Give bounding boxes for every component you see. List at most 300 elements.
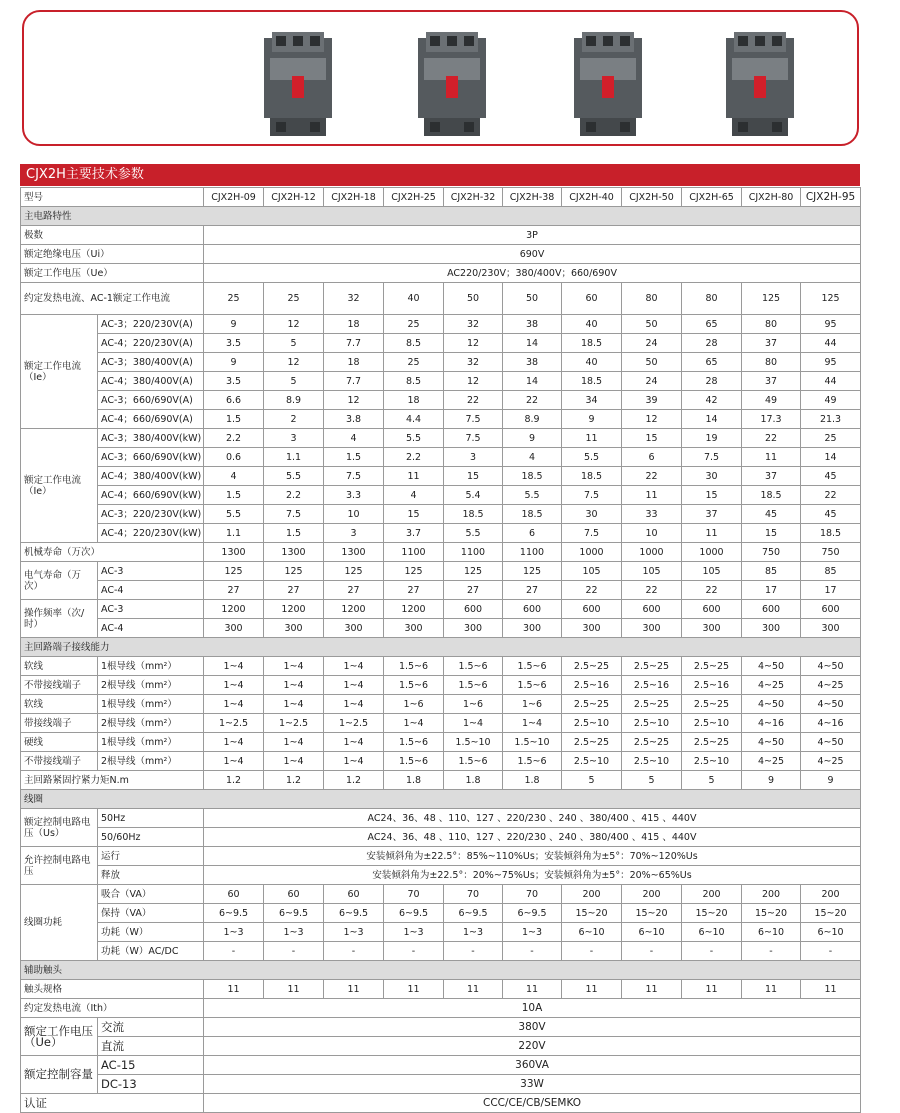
value-cell: 1200 [324, 600, 384, 619]
torque-label: 主回路紧固拧紧力矩N.m [21, 771, 204, 790]
value-cell: 15~20 [742, 904, 801, 923]
value-cell: 1~3 [264, 923, 324, 942]
ie-a-row [21, 410, 861, 429]
value-cell: 1.5~6 [384, 752, 444, 771]
terminal-row [21, 752, 861, 771]
value-cell: 21.3 [801, 410, 861, 429]
value-cell: 32 [444, 353, 503, 372]
value-cell: 40 [562, 353, 622, 372]
value-cell: 1.5~6 [503, 676, 562, 695]
value-cell: 25 [384, 315, 444, 334]
value-cell: 32 [444, 315, 503, 334]
value-cell: 18 [384, 391, 444, 410]
value-cell: 300 [444, 619, 503, 638]
value-cell: 4 [503, 448, 562, 467]
value-cell: 11 [562, 980, 622, 999]
model-header: CJX2H-18 [324, 188, 384, 207]
value-cell: 1.8 [384, 771, 444, 790]
value-cell: 11 [384, 467, 444, 486]
ctrl-voltage-row [21, 828, 861, 847]
value-cell: 1.2 [324, 771, 384, 790]
section-title: 线圈 [21, 790, 861, 809]
value-cell: 60 [264, 885, 324, 904]
value-cell: 9 [562, 410, 622, 429]
row-sub-label: DC-13 [98, 1075, 204, 1094]
row-sub-label: AC-3；220/230V(kW) [98, 505, 204, 524]
value-cell: 7.5 [562, 486, 622, 505]
contactor-image-2 [416, 32, 488, 140]
value-cell: 1300 [324, 543, 384, 562]
aux-spec-row [21, 980, 861, 999]
value-cell: 22 [742, 429, 801, 448]
value-cell: 9 [801, 771, 861, 790]
value-cell: 6~10 [682, 923, 742, 942]
value-cell: 22 [622, 467, 682, 486]
aux-ue-row [21, 1037, 861, 1056]
value-cell: 125 [264, 562, 324, 581]
value-cell: 1300 [264, 543, 324, 562]
ie-kw-row [21, 467, 861, 486]
aux-ith-value: 10A [204, 999, 861, 1018]
value-cell: 1~2.5 [264, 714, 324, 733]
value-cell: 10 [622, 524, 682, 543]
value-cell: 50 [622, 353, 682, 372]
row-sub-label: 功耗（W）AC/DC [98, 942, 204, 961]
value-cell: 2.5~10 [622, 752, 682, 771]
value-cell: 1~4 [204, 676, 264, 695]
value-cell: 38 [503, 353, 562, 372]
value-cell: 8.9 [264, 391, 324, 410]
ie-a-row [21, 391, 861, 410]
contactor-image-3 [572, 32, 644, 140]
terminal-sub-label: 2根导线（mm²） [98, 752, 204, 771]
row-sub-label: AC-4；220/230V(kW) [98, 524, 204, 543]
aux-ue-row [21, 1018, 861, 1037]
model-header: CJX2H-40 [562, 188, 622, 207]
value-cell: 4~16 [801, 714, 861, 733]
value-cell: 1.8 [503, 771, 562, 790]
aux-cap-label: 额定控制容量 [21, 1056, 98, 1094]
value-cell: 600 [444, 600, 503, 619]
value-cell: 12 [324, 391, 384, 410]
value-cell: 18.5 [444, 505, 503, 524]
value-cell: 4 [324, 429, 384, 448]
value-cell: 9 [204, 315, 264, 334]
value-cell: 300 [682, 619, 742, 638]
value-cell: 1.1 [204, 524, 264, 543]
product-photo-panel [22, 10, 859, 146]
terminal-label: 带接线端子 [21, 714, 98, 733]
section-aux [21, 961, 861, 980]
ui-label: 额定绝缘电压（Ui） [21, 245, 204, 264]
value-cell: 2.5~16 [682, 676, 742, 695]
value-cell: 1.5~6 [384, 676, 444, 695]
value-cell: 105 [562, 562, 622, 581]
mech-life-row [21, 543, 861, 562]
value-cell: 12 [264, 315, 324, 334]
value-cell: 5.5 [444, 524, 503, 543]
value-cell: 1~4 [204, 752, 264, 771]
value-cell: 27 [204, 581, 264, 600]
section-coil [21, 790, 861, 809]
model-header: CJX2H-65 [682, 188, 742, 207]
row-sub-label: AC-15 [98, 1056, 204, 1075]
value-cell: 7.5 [444, 429, 503, 448]
value-cell: 80 [682, 283, 742, 315]
value-cell: 37 [742, 372, 801, 391]
row-sub-label: 保持（VA） [98, 904, 204, 923]
ie-kw-row [21, 505, 861, 524]
spec-table [20, 187, 861, 1113]
value-cell: 2.5~10 [682, 714, 742, 733]
value-cell: - [682, 942, 742, 961]
header-label: 型号 [21, 188, 204, 207]
value-cell: 7.7 [324, 334, 384, 353]
value-cell: 50 [622, 315, 682, 334]
aux-cap-value: 33W [204, 1075, 861, 1094]
value-cell: 300 [503, 619, 562, 638]
value-cell: 18.5 [562, 334, 622, 353]
value-cell: 28 [682, 334, 742, 353]
value-cell: 3.8 [324, 410, 384, 429]
value-cell: 27 [503, 581, 562, 600]
value-cell: - [444, 942, 503, 961]
ctrl-voltage-value: AC24、36、48 、110、127 、220/230 、240 、380/400 、415 、440V [204, 828, 861, 847]
value-cell: 300 [562, 619, 622, 638]
terminal-row [21, 657, 861, 676]
value-cell: 300 [324, 619, 384, 638]
value-cell: 4 [204, 467, 264, 486]
value-cell: 95 [801, 315, 861, 334]
value-cell: 70 [444, 885, 503, 904]
value-cell: 125 [324, 562, 384, 581]
value-cell: 1~6 [444, 695, 503, 714]
row-sub-label: AC-3；220/230V(A) [98, 315, 204, 334]
value-cell: 12 [444, 334, 503, 353]
value-cell: 300 [742, 619, 801, 638]
value-cell: 3.3 [324, 486, 384, 505]
value-cell: 22 [682, 581, 742, 600]
value-cell: 24 [622, 372, 682, 391]
value-cell: 45 [801, 467, 861, 486]
value-cell: 11 [264, 980, 324, 999]
elec-life-row [21, 581, 861, 600]
value-cell: 37 [742, 334, 801, 353]
value-cell: 105 [622, 562, 682, 581]
value-cell: 600 [503, 600, 562, 619]
value-cell: 1~4 [264, 752, 324, 771]
value-cell: 7.5 [682, 448, 742, 467]
value-cell: 3.5 [204, 334, 264, 353]
value-cell: 5.5 [503, 486, 562, 505]
value-cell: 2.2 [264, 486, 324, 505]
value-cell: 300 [622, 619, 682, 638]
value-cell: 1~4 [204, 695, 264, 714]
value-cell: 40 [384, 283, 444, 315]
poles-value: 3P [204, 226, 861, 245]
aux-ith-label: 约定发热电流（Ith） [21, 999, 204, 1018]
value-cell: 1.5~10 [444, 733, 503, 752]
value-cell: 28 [682, 372, 742, 391]
value-cell: 11 [682, 980, 742, 999]
value-cell: 15 [384, 505, 444, 524]
value-cell: 2.5~25 [562, 695, 622, 714]
value-cell: 1~4 [204, 733, 264, 752]
value-cell: 37 [682, 505, 742, 524]
row-sub-label: 功耗（W） [98, 923, 204, 942]
value-cell: 65 [682, 315, 742, 334]
model-header: CJX2H-32 [444, 188, 503, 207]
allow-voltage-row [21, 866, 861, 885]
value-cell: 1000 [682, 543, 742, 562]
value-cell: 6 [503, 524, 562, 543]
value-cell: 300 [384, 619, 444, 638]
value-cell: 22 [503, 391, 562, 410]
value-cell: 27 [444, 581, 503, 600]
value-cell: 2.5~25 [562, 733, 622, 752]
value-cell: 7.5 [324, 467, 384, 486]
value-cell: 1.5 [264, 524, 324, 543]
ith-label: 约定发热电流、AC-1额定工作电流 [21, 283, 204, 315]
value-cell: 1.5~6 [503, 752, 562, 771]
value-cell: 4~25 [801, 752, 861, 771]
value-cell: 49 [742, 391, 801, 410]
value-cell: 27 [264, 581, 324, 600]
value-cell: 11 [742, 980, 801, 999]
value-cell: 11 [444, 980, 503, 999]
value-cell: 15 [682, 486, 742, 505]
value-cell: 1200 [204, 600, 264, 619]
ctrl-voltage-row [21, 809, 861, 828]
section-title: 辅助触头 [21, 961, 861, 980]
value-cell: 11 [324, 980, 384, 999]
terminal-sub-label: 1根导线（mm²） [98, 733, 204, 752]
value-cell: 1~4 [264, 676, 324, 695]
value-cell: 18.5 [503, 505, 562, 524]
value-cell: 1.2 [204, 771, 264, 790]
value-cell: 5 [264, 372, 324, 391]
ue-value: AC220/230V；380/400V；660/690V [204, 264, 861, 283]
value-cell: 22 [622, 581, 682, 600]
ctrl-voltage-value: AC24、36、48 、110、127 、220/230 、240 、380/400 、415 、440V [204, 809, 861, 828]
terminal-sub-label: 2根导线（mm²） [98, 676, 204, 695]
cert-value: CCC/CE/CB/SEMKO [204, 1094, 861, 1113]
value-cell: 12 [444, 372, 503, 391]
value-cell: 12 [264, 353, 324, 372]
model-header: CJX2H-95 [801, 188, 861, 207]
mech-life-label: 机械寿命（万次） [21, 543, 204, 562]
coil-power-label: 线圈功耗 [21, 885, 98, 961]
model-header: CJX2H-38 [503, 188, 562, 207]
model-header: CJX2H-50 [622, 188, 682, 207]
value-cell: 25 [801, 429, 861, 448]
value-cell: - [264, 942, 324, 961]
value-cell: - [742, 942, 801, 961]
value-cell: 4.4 [384, 410, 444, 429]
row-sub-label: AC-4 [98, 581, 204, 600]
value-cell: 1000 [622, 543, 682, 562]
value-cell: 1.5~6 [503, 657, 562, 676]
value-cell: 2.5~25 [682, 695, 742, 714]
value-cell: 200 [682, 885, 742, 904]
value-cell: 4~50 [801, 657, 861, 676]
coil-power-row [21, 904, 861, 923]
value-cell: 2.5~10 [622, 714, 682, 733]
terminal-row [21, 714, 861, 733]
ie-a-row [21, 353, 861, 372]
value-cell: 11 [682, 524, 742, 543]
value-cell: 4~50 [801, 695, 861, 714]
ie-kw-row [21, 448, 861, 467]
value-cell: 18.5 [503, 467, 562, 486]
value-cell: 6~10 [562, 923, 622, 942]
value-cell: 14 [801, 448, 861, 467]
value-cell: 11 [622, 486, 682, 505]
value-cell: 1~4 [324, 657, 384, 676]
value-cell: 15~20 [682, 904, 742, 923]
value-cell: - [622, 942, 682, 961]
ie-kw-row [21, 486, 861, 505]
value-cell: 11 [622, 980, 682, 999]
row-sub-label: 50/60Hz [98, 828, 204, 847]
terminal-label: 不带接线端子 [21, 676, 98, 695]
header-row [21, 188, 861, 207]
value-cell: 600 [682, 600, 742, 619]
value-cell: 5.5 [384, 429, 444, 448]
value-cell: 65 [682, 353, 742, 372]
value-cell: 6~9.5 [503, 904, 562, 923]
value-cell: 1.2 [264, 771, 324, 790]
value-cell: 2.5~10 [682, 752, 742, 771]
value-cell: 6.6 [204, 391, 264, 410]
value-cell: 15 [622, 429, 682, 448]
row-sub-label: AC-4；380/400V(kW) [98, 467, 204, 486]
row-sub-label: AC-3 [98, 562, 204, 581]
value-cell: 6~9.5 [384, 904, 444, 923]
value-cell: 1.5~6 [384, 657, 444, 676]
row-sub-label: 50Hz [98, 809, 204, 828]
aux-ue-value: 220V [204, 1037, 861, 1056]
freq-label: 操作频率（次/时） [21, 600, 98, 638]
value-cell: 125 [801, 283, 861, 315]
value-cell: 1300 [204, 543, 264, 562]
value-cell: 22 [444, 391, 503, 410]
value-cell: 8.5 [384, 334, 444, 353]
ui-row [21, 245, 861, 264]
value-cell: 32 [324, 283, 384, 315]
value-cell: 25 [264, 283, 324, 315]
freq-row [21, 600, 861, 619]
value-cell: - [384, 942, 444, 961]
value-cell: 8.9 [503, 410, 562, 429]
value-cell: 17.3 [742, 410, 801, 429]
value-cell: 45 [801, 505, 861, 524]
value-cell: 300 [801, 619, 861, 638]
value-cell: 4~50 [742, 657, 801, 676]
value-cell: - [503, 942, 562, 961]
value-cell: 3.7 [384, 524, 444, 543]
row-sub-label: AC-3 [98, 600, 204, 619]
ue-row [21, 264, 861, 283]
freq-row [21, 619, 861, 638]
aux-ith-row [21, 999, 861, 1018]
value-cell: 6~9.5 [324, 904, 384, 923]
ie-kw-row [21, 524, 861, 543]
value-cell: 5 [682, 771, 742, 790]
value-cell: 44 [801, 372, 861, 391]
value-cell: 80 [742, 353, 801, 372]
ctrl-voltage-label: 额定控制电路电压（Us） [21, 809, 98, 847]
aux-cap-row [21, 1075, 861, 1094]
section-main-circuit [21, 207, 861, 226]
value-cell: 6~9.5 [264, 904, 324, 923]
value-cell: 1~6 [503, 695, 562, 714]
coil-power-row [21, 885, 861, 904]
row-sub-label: AC-4；660/690V(A) [98, 410, 204, 429]
row-sub-label: AC-3；380/400V(kW) [98, 429, 204, 448]
value-cell: 2.5~25 [682, 733, 742, 752]
value-cell: 37 [742, 467, 801, 486]
terminal-sub-label: 2根导线（mm²） [98, 714, 204, 733]
value-cell: 125 [503, 562, 562, 581]
value-cell: 1~6 [384, 695, 444, 714]
value-cell: 12 [622, 410, 682, 429]
ui-value: 690V [204, 245, 861, 264]
value-cell: 25 [204, 283, 264, 315]
value-cell: 4 [384, 486, 444, 505]
value-cell: 1200 [264, 600, 324, 619]
terminal-row [21, 733, 861, 752]
value-cell: 1.5~6 [444, 752, 503, 771]
value-cell: 7.7 [324, 372, 384, 391]
coil-power-row [21, 942, 861, 961]
section-title: 主回路端子接线能力 [21, 638, 861, 657]
value-cell: 11 [562, 429, 622, 448]
value-cell: 600 [801, 600, 861, 619]
value-cell: 40 [562, 315, 622, 334]
row-sub-label: 交流 [98, 1018, 204, 1037]
value-cell: 1~3 [503, 923, 562, 942]
torque-row [21, 771, 861, 790]
value-cell: 70 [384, 885, 444, 904]
value-cell: 750 [801, 543, 861, 562]
value-cell: 5 [264, 334, 324, 353]
value-cell: 1100 [503, 543, 562, 562]
value-cell: 14 [503, 372, 562, 391]
value-cell: 1~4 [444, 714, 503, 733]
value-cell: 6~10 [801, 923, 861, 942]
value-cell: 2.5~10 [562, 714, 622, 733]
value-cell: 125 [204, 562, 264, 581]
value-cell: 50 [503, 283, 562, 315]
value-cell: 18.5 [562, 467, 622, 486]
value-cell: 1200 [384, 600, 444, 619]
value-cell: 1.5 [204, 410, 264, 429]
value-cell: 1~3 [444, 923, 503, 942]
value-cell: 22 [562, 581, 622, 600]
value-cell: 80 [622, 283, 682, 315]
terminal-label: 软线 [21, 695, 98, 714]
cert-row [21, 1094, 861, 1113]
value-cell: 1~3 [204, 923, 264, 942]
ith-row [21, 283, 861, 315]
value-cell: 7.5 [562, 524, 622, 543]
value-cell: 4~25 [801, 676, 861, 695]
contactor-image-4 [724, 32, 796, 140]
value-cell: 2.5~25 [682, 657, 742, 676]
value-cell: 1.1 [264, 448, 324, 467]
value-cell: 750 [742, 543, 801, 562]
